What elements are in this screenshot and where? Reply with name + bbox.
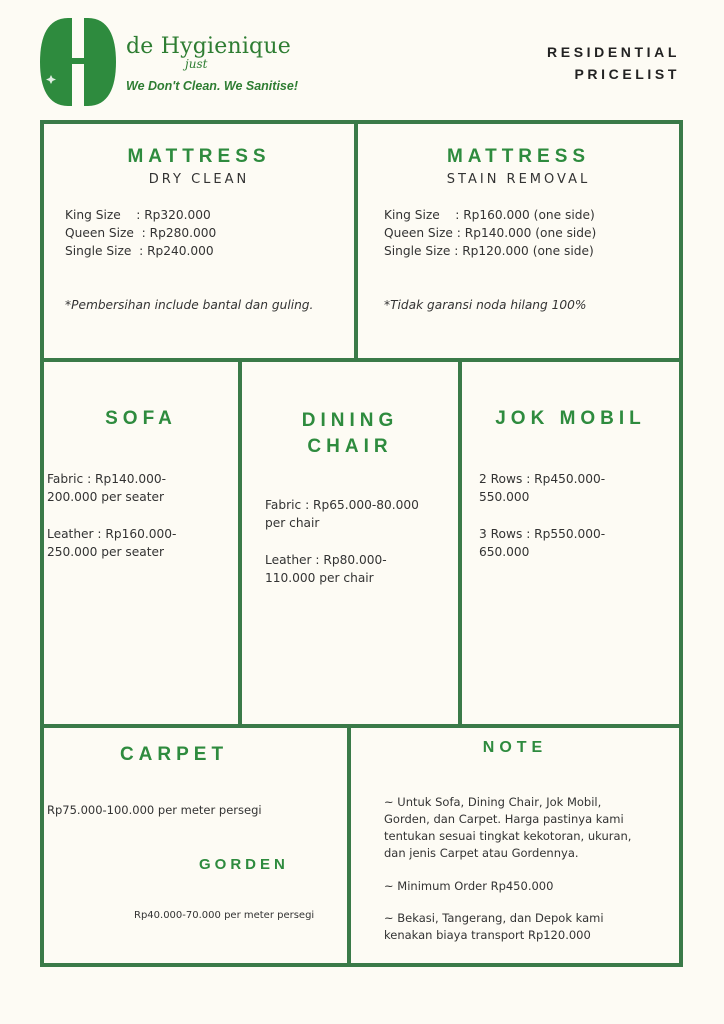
jok-mobil-card [458,358,683,728]
page-title-line1: RESIDENTIAL [547,44,680,60]
dining-title [242,408,458,460]
page-title-line2: PRICELIST [574,66,680,82]
dining-title-line2: CHAIR [307,436,393,457]
carpet-title: CARPET [119,744,229,765]
sofa-title: SOFA [105,408,177,429]
page-title [547,41,680,85]
note-title: NOTE [482,739,548,756]
mattress-stain-king: King Size : Rp160.000 (one side) [384,208,595,222]
gorden-title: GORDEN [199,856,289,873]
brand-logo-icon [38,16,118,108]
sofa-card [40,358,242,728]
jok-2rows: 2 Rows : Rp450.000-550.000 [479,472,606,504]
dining-title-line1: DINING [301,410,399,431]
gorden-price: Rp40.000-70.000 per meter persegi [134,910,315,921]
brand-name: de Hygienique [126,34,291,59]
brand-tagline: We Don't Clean. We Sanitise! [126,79,298,93]
mattress-stain-queen: Queen Size : Rp140.000 (one side) [384,226,597,240]
sofa-fabric: Fabric : Rp140.000-200.000 per seater [47,472,167,504]
mattress-dry-subtitle: DRY CLEAN [148,172,250,187]
sofa-leather: Leather : Rp160.000-250.000 per seater [47,527,177,559]
mattress-stain-title: MATTRESS [446,146,591,167]
note-item-3: ~ Bekasi, Tangerang, dan Depok kami kenakan biaya transport Rp120.000 [384,911,604,942]
mattress-dry-clean-card [40,120,358,362]
dining-leather: Leather : Rp80.000-110.000 per chair [265,553,387,585]
mattress-dry-note: *Pembersihan include bantal dan guling. [65,298,314,312]
note-item-2: ~ Minimum Order Rp450.000 [384,879,554,893]
note-card [347,724,683,967]
mattress-dry-single: Single Size : Rp240.000 [65,244,214,258]
note-item-1: ~ Untuk Sofa, Dining Chair, Jok Mobil, Gorden, dan Carpet. Harga pastinya kami tentukan sesuai tingkat kekotoran, ukuran, dan jenis Carpet atau Gordennya. [384,795,632,860]
dining-chair-card [238,358,462,728]
mattress-stain-card [354,120,683,362]
jok-title: JOK MOBIL [495,408,646,429]
mattress-stain-note: *Tidak garansi noda hilang 100% [384,298,587,312]
dining-fabric: Fabric : Rp65.000-80.000 per chair [265,498,419,530]
jok-3rows: 3 Rows : Rp550.000-650.000 [479,527,606,559]
mattress-dry-queen: Queen Size : Rp280.000 [65,226,217,240]
mattress-dry-king: King Size : Rp320.000 [65,208,211,222]
mattress-stain-single: Single Size : Rp120.000 (one side) [384,244,594,258]
mattress-stain-subtitle: STAIN REMOVAL [446,172,591,187]
carpet-price: Rp75.000-100.000 per meter persegi [47,803,262,817]
mattress-dry-title: MATTRESS [127,146,271,167]
brand-just: just [185,57,208,71]
carpet-gorden-card [40,724,351,967]
